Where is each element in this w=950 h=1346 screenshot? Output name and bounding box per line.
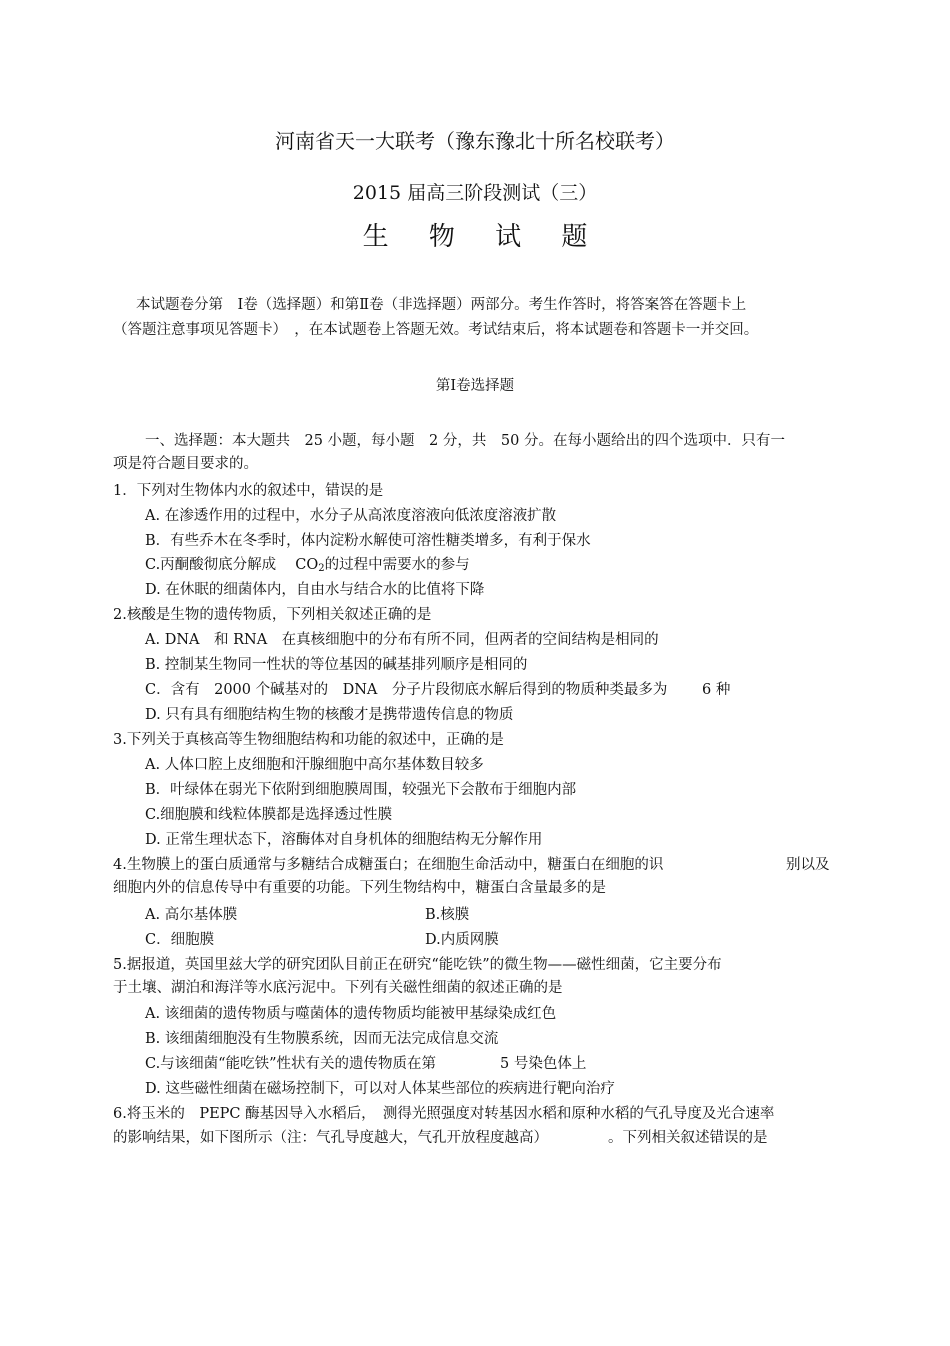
question-5-option-d: D. 这些磁性细菌在磁场控制下，可以对人体某些部位的疾病进行靶向治疗 (145, 1081, 615, 1097)
question-2-option-b: B. 控制某生物同一性状的等位基因的碱基排列顺序是相同的 (145, 657, 528, 673)
intro-line-2: （答题注意事项见答题卡） ，在本试题卷上答题无效。考试结束后，将本试题卷和答题卡一并交回。 (113, 322, 759, 338)
question-5-stem-line-1: 5.据报道，英国里兹大学的研究团队目前正在研究“能吃铁”的微生物——磁性细菌，它主要分布 (113, 957, 722, 973)
question-1-option-a: A. 在渗透作用的过程中，水分子从高浓度溶液向低浓度溶液扩散 (145, 508, 557, 524)
question-3-option-d: D. 正常生理状态下，溶酶体对自身机体的细胞结构无分解作用 (145, 832, 543, 848)
question-3-stem: 3.下列关于真核高等生物细胞结构和功能的叙述中，正确的是 (113, 732, 504, 748)
question-2-option-a: A. DNA 和 RNA 在真核细胞中的分布有所不同，但两者的空间结构是相同的 (145, 632, 659, 648)
option-c-prefix: C.丙酮酸彻底分解成 CO (145, 557, 319, 573)
subject-title: 生 物 试 题 (362, 222, 604, 252)
question-1-stem: 1．下列对生物体内水的叙述中，错误的是 (113, 483, 384, 499)
question-5-option-b: B. 该细菌细胞没有生物膜系统，因而无法完成信息交流 (145, 1031, 499, 1047)
question-5-option-c: C.与该细菌“能吃铁”性状有关的遗传物质在第 (145, 1056, 437, 1072)
instructions-line-1: 一、选择题：本大题共 25 小题，每小题 2 分，共 50 分。在每小题给出的四个选项中．只有一 (145, 433, 785, 449)
question-2-option-c: C．含有 2000 个碱基对的 DNA 分子片段彻底水解后得到的物质种类最多为 (145, 682, 668, 698)
question-6-stem-line-2: 的影响结果，如下图所示（注：气孔导度越大，气孔开放程度越高） (113, 1130, 548, 1146)
question-4-option-d: D.内质网膜 (425, 932, 499, 948)
exam-title: 河南省天一大联考（豫东豫北十所名校联考） (275, 129, 675, 153)
intro-line-1: 本试题卷分第 Ⅰ卷（选择题）和第Ⅱ卷（非选择题）两部分。考生作答时，将答案答在答题卡上 (136, 297, 747, 313)
question-4-stem-line-1: 4.生物膜上的蛋白质通常与多糖结合成糖蛋白；在细胞生命活动中，糖蛋白在细胞的识 (113, 857, 664, 873)
question-4-stem-line-2: 细胞内外的信息传导中有重要的功能。下列生物结构中，糖蛋白含量最多的是 (113, 880, 606, 896)
section-title: 第Ⅰ卷选择题 (435, 378, 515, 394)
question-5-option-c-tail: 5 号染色体上 (500, 1056, 587, 1072)
exam-subtitle: 2015 届高三阶段测试（三） (352, 182, 598, 204)
question-3-option-a: A. 人体口腔上皮细胞和汗腺细胞中高尔基体数目较多 (145, 757, 484, 773)
question-4-option-c: C．细胞膜 (145, 932, 215, 948)
question-2-stem: 2.核酸是生物的遗传物质，下列相关叙述正确的是 (113, 607, 432, 623)
question-1-option-c (145, 556, 470, 574)
question-6-stem-line-1: 6.将玉米的 PEPC 酶基因导入水稻后， 测得光照强度对转基因水稻和原种水稻的气孔导度及光合速率 (113, 1106, 775, 1122)
question-3-option-c: C.细胞膜和线粒体膜都是选择透过性膜 (145, 807, 393, 823)
question-5-stem-line-2: 于土壤、湖泊和海洋等水底污泥中。下列有关磁性细菌的叙述正确的是 (113, 980, 563, 996)
co2-subscript: 2 (318, 563, 325, 574)
instructions-line-2: 项是符合题目要求的。 (113, 456, 258, 472)
question-4-stem-line-1-tail: 别以及 (786, 857, 830, 873)
question-1-option-d: D. 在休眠的细菌体内，自由水与结合水的比值将下降 (145, 582, 485, 598)
question-2-option-c-tail: 6 种 (702, 682, 731, 698)
question-1-option-b: B．有些乔木在冬季时，体内淀粉水解使可溶性糖类增多，有利于保水 (145, 533, 591, 549)
question-3-option-b: B．叶绿体在弱光下依附到细胞膜周围，较强光下会散布于细胞内部 (145, 782, 577, 798)
question-4-option-b: B.核膜 (425, 907, 470, 923)
question-5-option-a: A. 该细菌的遗传物质与噬菌体的遗传物质均能被甲基绿染成红色 (145, 1006, 557, 1022)
question-4-option-a: A. 高尔基体膜 (145, 907, 238, 923)
option-c-suffix: 的过程中需要水的参与 (324, 557, 470, 573)
question-6-stem-line-2-tail: 。下列相关叙述错误的是 (608, 1130, 768, 1146)
question-2-option-d: D. 只有具有细胞结构生物的核酸才是携带遗传信息的物质 (145, 707, 514, 723)
